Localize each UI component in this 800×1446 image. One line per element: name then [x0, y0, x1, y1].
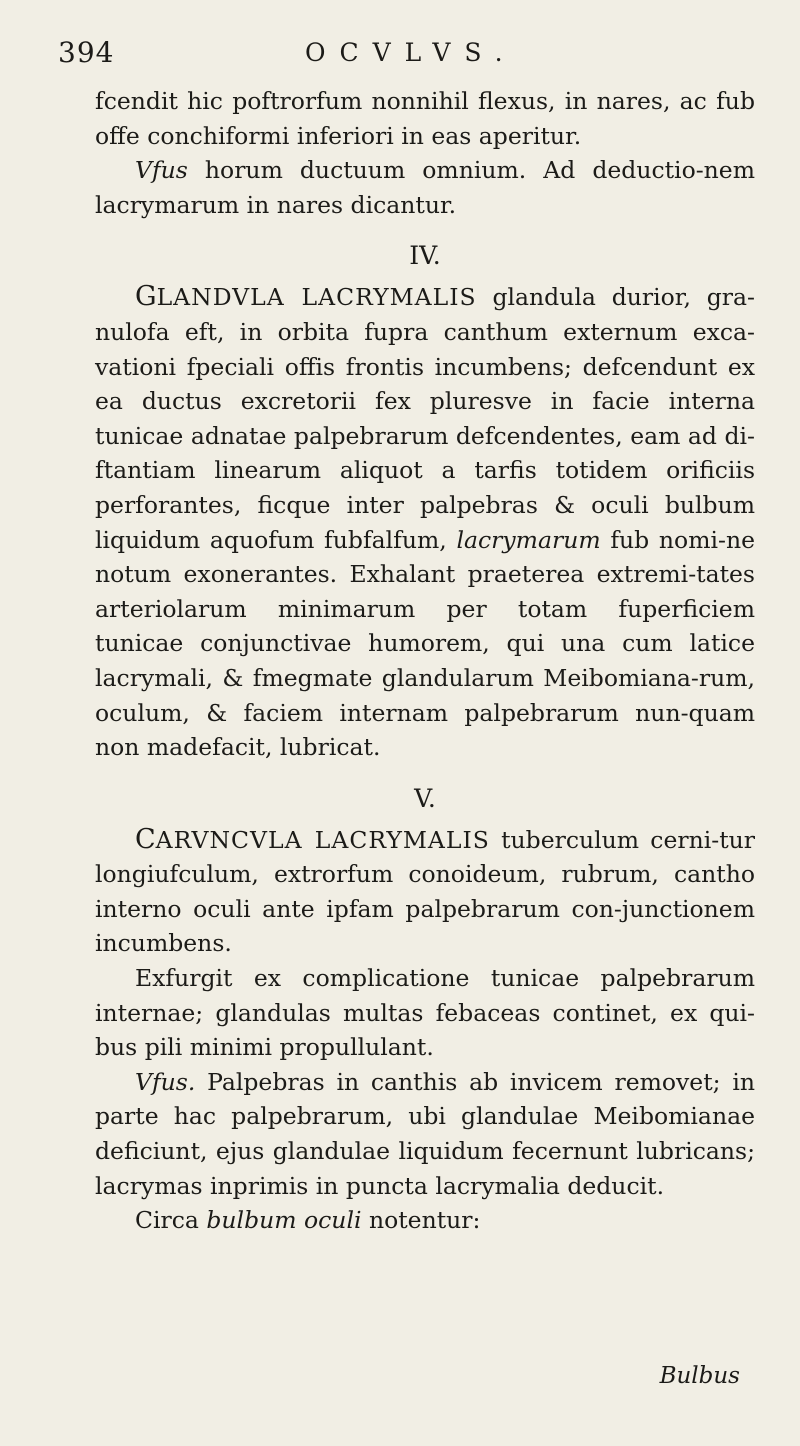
- usus-text: horum ductuum omnium. Ad deductio-nem lacrymarum in nares dicantur.: [95, 156, 755, 219]
- paragraph-glandula-lacrymalis: [95, 280, 755, 764]
- circa-text-b: notentur:: [361, 1206, 481, 1235]
- heading-rest: LANDVLA LACRYMALIS: [156, 283, 477, 312]
- section-number-iv: IV.: [409, 241, 441, 271]
- usus-label: Vfus: [135, 156, 188, 185]
- caruncula-text: tuberculum cerni-tur longiufculum, extrorfum conoideum, rubrum, cantho interno oculi ante ipfam palpebrarum con-junctionem incumbens.: [95, 825, 756, 958]
- text-block: [95, 84, 755, 1238]
- paragraph-continuation: [95, 84, 755, 153]
- page-header: [0, 36, 800, 76]
- glandula-text-a: glandula durior, gra-nulofa eft, in orbita fupra canthum externum exca-vationi fpeciali offis frontis incumbens; defcendunt ex ea ductus excretorii fex pluresve in facie interna tunicae adnatae palpebrarum defcendentes, eam ad di-ftantiam linearum aliquot a tarfis totidem orificiis perforantes, ficque inter palpebras & oculi bulbum liquidum aquofum fubfalfum,: [95, 283, 755, 554]
- paragraph-usus-caruncula: [95, 1065, 755, 1203]
- heading-initial: G: [135, 281, 157, 313]
- glandula-text-b: fub nomi-ne notum exonerantes. Exhalant praeterea extremi-tates arteriolarum minimarum per totam fuperficiem tunicae conjunctivae humorem, qui una cum latice lacrymali, & fmegmate glandularum Meibomiana-rum, oculum, & faciem internam palpebrarum nun-quam non madefacit, lubricat.: [95, 525, 755, 762]
- page-number: 394: [58, 36, 115, 69]
- heading-initial: C: [135, 823, 156, 855]
- continuation-line-1: fcendit hic poftrorfum nonnihil flexus, in nares, ac: [95, 87, 707, 115]
- paragraph-caruncula-lacrymalis: [95, 823, 755, 961]
- section-number-v: V.: [414, 783, 436, 813]
- usus-caruncula-text: Palpebras in canthis ab invicem removet; in parte hac palpebrarum, ubi glandulae Meibomianae deficiunt, ejus glandulae liquidum fecernunt lubricans; lacrymas inprimis in puncta lacrymalia deducit.: [95, 1067, 755, 1200]
- section-heading-glandula: [135, 283, 477, 311]
- heading-rest: ARVNCVLA LACRYMALIS: [155, 825, 490, 854]
- section-heading-caruncula: [135, 823, 490, 855]
- paragraph-exfurgit: Exfurgit ex complicatione tunicae palpebrarum internae; glandulas multas febaceas continet, ex qui-bus pili minimi propullulant.: [95, 964, 755, 1062]
- term-lacrymarum: lacrymarum: [456, 525, 601, 554]
- term-bulbum-oculi: bulbum oculi: [206, 1206, 362, 1235]
- running-head: OCVLVS.: [305, 38, 517, 67]
- usus-label: Vfus.: [135, 1067, 196, 1096]
- continuation-line-2: fub offe conchiformi inferiori in eas aperitur.: [95, 87, 755, 150]
- circa-text-a: Circa: [135, 1206, 207, 1235]
- paragraph-usus-ductuum: [95, 153, 755, 222]
- catchword: Bulbus: [659, 1363, 740, 1389]
- paragraph-circa-bulbum: [95, 1203, 755, 1238]
